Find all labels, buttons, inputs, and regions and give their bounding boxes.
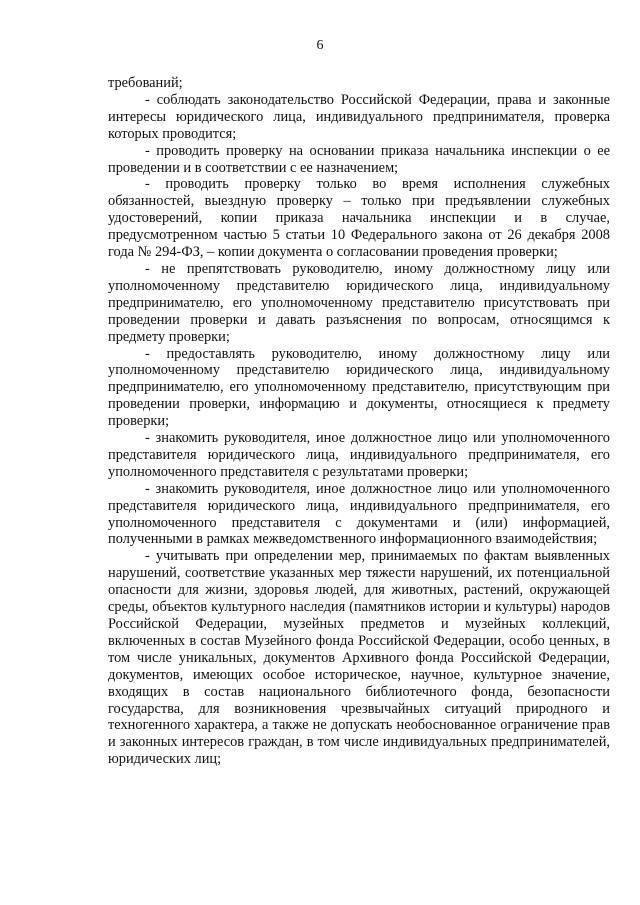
list-item: - соблюдать законодательство Российской Федерации, права и законные интересы юридического лица, индивидуального предпринимателя, проверка которых проводится;: [108, 91, 610, 142]
list-item: - проводить проверку на основании приказа начальника инспекции о ее проведении и в соответствии с ее назначением;: [108, 142, 610, 176]
page-number: 6: [316, 38, 324, 53]
list-item: - не препятствовать руководителю, иному должностному лицу или уполномоченному представителю юридического лица, индивидуальному предпринимателю, его уполномоченному представителю присутствовать при проведении проверки и давать разъяснения по вопросам, относящимся к предмету проверки;: [108, 260, 610, 345]
list-item: - предоставлять руководителю, иному должностному лицу или уполномоченному представителю юридического лица, индивидуальному предпринимателю, его уполномоченному представителю, присутствующим при проведении проверки, информацию и документы, относящиеся к предмету проверки;: [108, 345, 610, 430]
list-item: - проводить проверку только во время исполнения служебных обязанностей, выездную проверку – только при предъявлении служебных удостоверений, копии приказа начальника инспекции и в случае, предусмотренном частью 5 статьи 10 Федерального закона от 26 декабря 2008 года № 294-ФЗ, – копии документа о согласовании проведения проверки;: [108, 176, 610, 261]
paragraph-continuation: требований;: [108, 75, 183, 91]
document-body: [108, 75, 610, 768]
list-item: - учитывать при определении мер, принимаемых по фактам выявленных нарушений, соответствие указанных мер тяжести нарушений, их потенциальной опасности для жизни, здоровья людей, для животных, растений, окружающей среды, объектов культурного наследия (памятников истории и культуры) народов Российской Федерации, музейных предметов и музейных коллекций, включенных в состав Музейного фонда Российской Федерации, особо ценных, в том числе уникальных, документов Архивного фонда Российской Федерации, документов, имеющих особое историческое, научное, культурное значение, входящих в состав национального библиотечного фонда, безопасности государства, для возникновения чрезвычайных ситуаций природного и техногенного характера, а также не допускать необоснованное ограничение прав и законных интересов граждан, в том числе индивидуальных предпринимателей, юридических лиц;: [108, 548, 610, 768]
list-item: - знакомить руководителя, иное должностное лицо или уполномоченного представителя юридического лица, индивидуального предпринимателя, его уполномоченного представителя с документами и (или) информацией, полученными в рамках межведомственного информационного взаимодействия;: [108, 480, 610, 548]
list-item: - знакомить руководителя, иное должностное лицо или уполномоченного представителя юридического лица, индивидуального предпринимателя, его уполномоченного представителя с результатами проверки;: [108, 430, 610, 480]
